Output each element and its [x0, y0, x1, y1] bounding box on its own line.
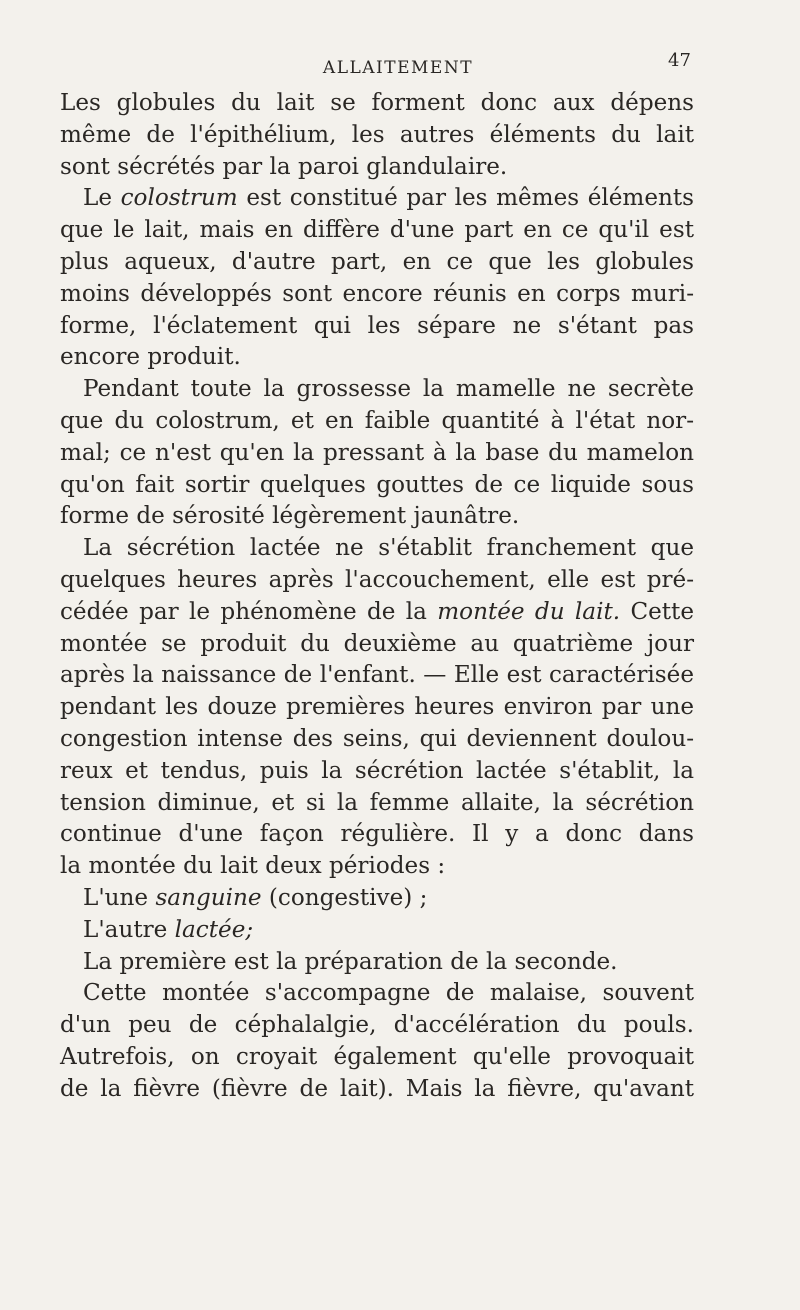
text-line	[60, 978, 694, 1010]
text-line	[60, 183, 694, 215]
text-line	[60, 597, 694, 629]
text-span: qu'on fait sortir quelques gouttes de ce liquide sous	[60, 471, 694, 498]
text-span: pendant les douze premières heures environ par une	[60, 694, 694, 721]
text-line	[60, 247, 694, 279]
text-span: que du colostrum, et en faible quantité à l'état nor-	[60, 407, 694, 434]
text-line	[60, 342, 694, 374]
text-span: Autrefois, on croyait également qu'elle provoquait	[60, 1043, 694, 1070]
text-span: L'autre	[83, 916, 175, 943]
text-span: est constitué par les mêmes éléments	[237, 185, 694, 212]
text-span: sont sécrétés par la paroi glandulaire.	[60, 153, 508, 180]
text-line	[60, 533, 694, 565]
text-line	[60, 501, 694, 533]
text-span: forme de sérosité légèrement jaunâtre.	[60, 503, 520, 530]
text-span: de la fièvre (fièvre de lait). Mais la fièvre, qu'avant	[60, 1075, 694, 1102]
italic-term: colostrum	[120, 185, 238, 212]
text-line	[60, 374, 694, 406]
text-span: reux et tendus, puis la sécrétion lactée s'établit, la	[60, 757, 694, 784]
text-span: cédée par le phénomène de la	[60, 598, 438, 625]
text-span: Cette montée s'accompagne de malaise, souvent	[83, 980, 694, 1007]
text-line	[60, 947, 694, 979]
text-line	[60, 120, 694, 152]
text-span: plus aqueux, d'autre part, en ce que les globules	[60, 248, 694, 275]
text-span: Le	[83, 185, 121, 212]
text-line	[60, 88, 694, 120]
text-span: continue d'une façon régulière. Il y a donc dans	[60, 821, 694, 848]
text-span: que le lait, mais en diffère d'une part en ce qu'il est	[60, 217, 694, 244]
text-line	[60, 851, 694, 883]
text-span: tension diminue, et si la femme allaite, la sécrétion	[60, 789, 694, 816]
text-span: encore produit.	[60, 344, 241, 371]
text-line	[60, 915, 694, 947]
text-span: après la naissance de l'enfant. — Elle est caractérisée	[60, 662, 694, 689]
text-line	[60, 565, 694, 597]
page-number: 47	[668, 50, 691, 71]
text-span: Les globules du lait se forment donc aux dépens	[60, 90, 694, 116]
running-title: ALLAITEMENT	[322, 58, 474, 78]
text-span: Pendant toute la grossesse la mamelle ne secrète	[83, 376, 694, 403]
text-line	[60, 819, 694, 851]
text-line	[60, 1010, 694, 1042]
text-span: même de l'épithélium, les autres éléments du lait	[60, 121, 694, 148]
italic-term: lactée;	[174, 916, 254, 943]
text-span: congestion intense des seins, qui deviennent doulou-	[60, 725, 694, 752]
text-span: L'une	[83, 884, 156, 911]
italic-term: montée du lait.	[437, 598, 621, 625]
text-span: La première est la préparation de la seconde.	[83, 948, 618, 975]
text-line	[60, 692, 694, 724]
text-span: Cette	[620, 598, 695, 625]
text-line	[60, 756, 694, 788]
text-line	[60, 629, 694, 661]
text-line	[60, 1074, 694, 1106]
text-line	[60, 152, 694, 184]
text-line	[60, 724, 694, 756]
text-line	[60, 215, 694, 247]
text-line	[60, 660, 694, 692]
text-span: mal; ce n'est qu'en la pressant à la base du mamelon	[60, 439, 694, 466]
text-line	[60, 883, 694, 915]
italic-term: sanguine	[155, 884, 262, 911]
body-text	[60, 88, 694, 1106]
text-line	[60, 470, 694, 502]
text-span: moins développés sont encore réunis en corps muri-	[60, 280, 694, 307]
text-line	[60, 311, 694, 343]
text-span: (congestive) ;	[261, 884, 428, 911]
text-span: d'un peu de céphalalgie, d'accélération du pouls.	[60, 1012, 694, 1039]
text-line	[60, 438, 694, 470]
text-span: La sécrétion lactée ne s'établit franchement que	[83, 535, 694, 562]
text-span: montée se produit du deuxième au quatrième jour	[60, 630, 694, 657]
text-span: forme, l'éclatement qui les sépare ne s'étant pas	[60, 312, 694, 339]
text-span: la montée du lait deux périodes :	[60, 853, 446, 880]
text-line	[60, 406, 694, 438]
text-line	[60, 1042, 694, 1074]
text-line	[60, 788, 694, 820]
text-span: quelques heures après l'accouchement, elle est pré-	[60, 566, 694, 593]
text-line	[60, 279, 694, 311]
